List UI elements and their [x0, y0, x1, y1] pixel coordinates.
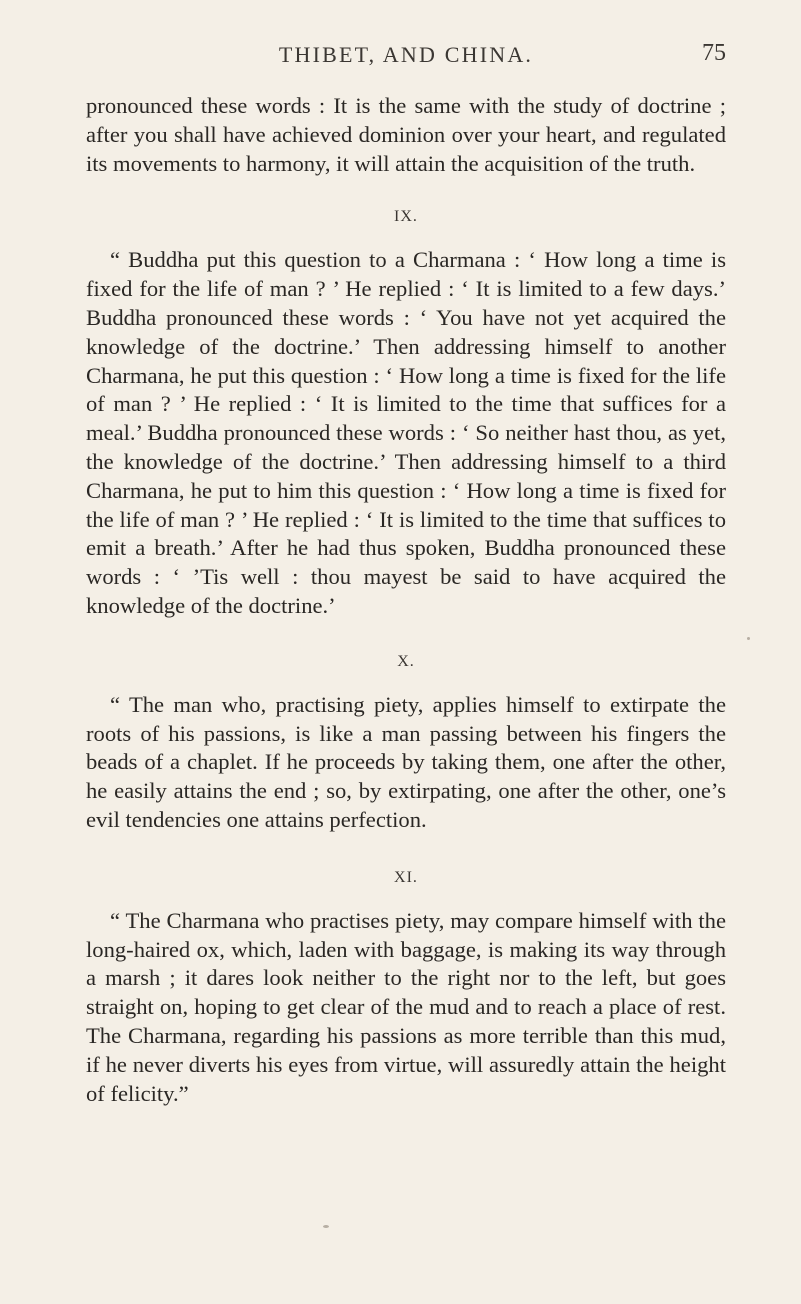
section-xi-paragraph: “ The Charmana who practises piety, may compare himself with the long-haired ox, which, laden with baggage, is making its way through a marsh ; it dares look neither to the right nor to the left, but goes straight on, hoping to get clear of the mud and to reach a place of rest. The Charmana, regarding his passions as more terrible than this mud, if he never diverts his eyes from virtue, will assuredly attain the height of felicity.” — [86, 907, 726, 1106]
section-x-paragraph: “ The man who, practising piety, applies himself to extirpate the roots of his passions, is like a man passing between his fingers the beads of a chaplet. If he proceeds by taking them, one after the other, he easily attains the end ; so, by extirpating, one after the other, one’s evil tendencies one attains perfection. — [86, 691, 726, 832]
section-number-ix: IX. — [394, 208, 418, 226]
paper-speck — [323, 1225, 329, 1228]
section-number-xi: XI. — [394, 868, 418, 886]
section-number-x: X. — [397, 652, 415, 670]
running-head — [86, 38, 726, 78]
page-number: 75 — [702, 40, 726, 66]
running-title: THIBET, AND CHINA. — [278, 42, 534, 67]
text-block — [86, 92, 726, 1108]
opening-paragraph: pronounced these words : It is the same with the study of doctrine ; after you shall have achieved dominion over your heart, and regulated its movements to harmony, it will attain the acquisition of the truth. — [86, 93, 726, 176]
paper-speck — [747, 637, 750, 640]
section-ix-paragraph: “ Buddha put this question to a Charmana : ‘ How long a time is fixed for the life of man ? ’ He replied : ‘ It is limited to a few days.’ Buddha pronounced these words : ‘ You have not yet acquired the knowledge of the doctrine.’ Then addressing himself to another Charmana, he put this question : ‘ How long a time is fixed for the life of man ? ’ He replied : ‘ It is limited to the time that suffices for a meal.’ Buddha pronounced these words : ‘ So neither hast thou, as yet, the knowledge of the doctrine.’ Then addressing himself to a third Charmana, he put to him this question : ‘ How long a time is fixed for the life of man ? ’ He replied : ‘ It is limited to the time that suffices to emit a breath.’ After he had thus spoken, Buddha pronounced these words : ‘ ’Tis well : thou mayest be said to have acquired the knowledge of the doctrine.’ — [86, 247, 726, 618]
